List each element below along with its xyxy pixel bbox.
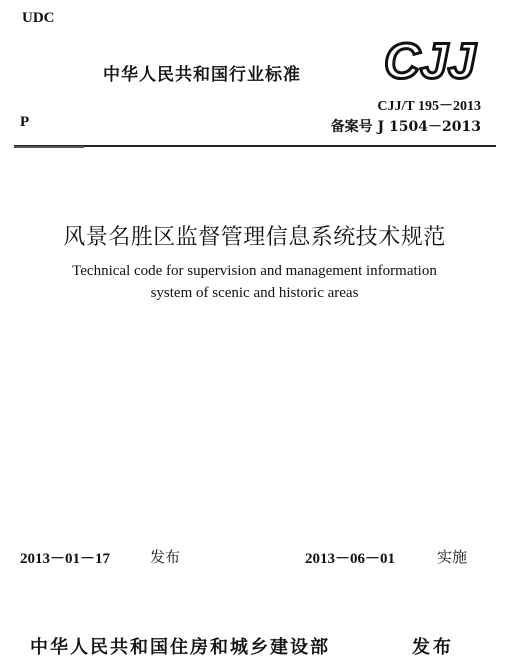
implementation-label: 实施 [437,548,468,566]
header-divider-accent [14,146,84,148]
header-divider [14,145,496,147]
publish-label: 发布 [412,637,454,658]
standard-number: CJJ/T 195－2013 [377,99,481,114]
title-english-line1: Technical code for supervision and management information [72,263,437,279]
classification-code: P [20,114,30,130]
implementation-date: 2013－06－01 [305,551,396,567]
filing-number: 备案号 J 1504－2013 [330,119,481,135]
standard-category: 中华人民共和国行业标准 [103,65,301,85]
cjj-logo [380,31,498,83]
title-english-line2: system of scenic and historic areas [150,285,359,301]
publisher: 中华人民共和国住房和城乡建设部 [30,637,330,658]
issue-label: 发布 [150,548,181,566]
issue-date: 2013－01－17 [20,551,111,567]
logo-text: CJJ [384,33,476,83]
title-chinese: 风景名胜区监督管理信息系统技术规范 [63,225,446,250]
udc-label: UDC [22,10,55,26]
